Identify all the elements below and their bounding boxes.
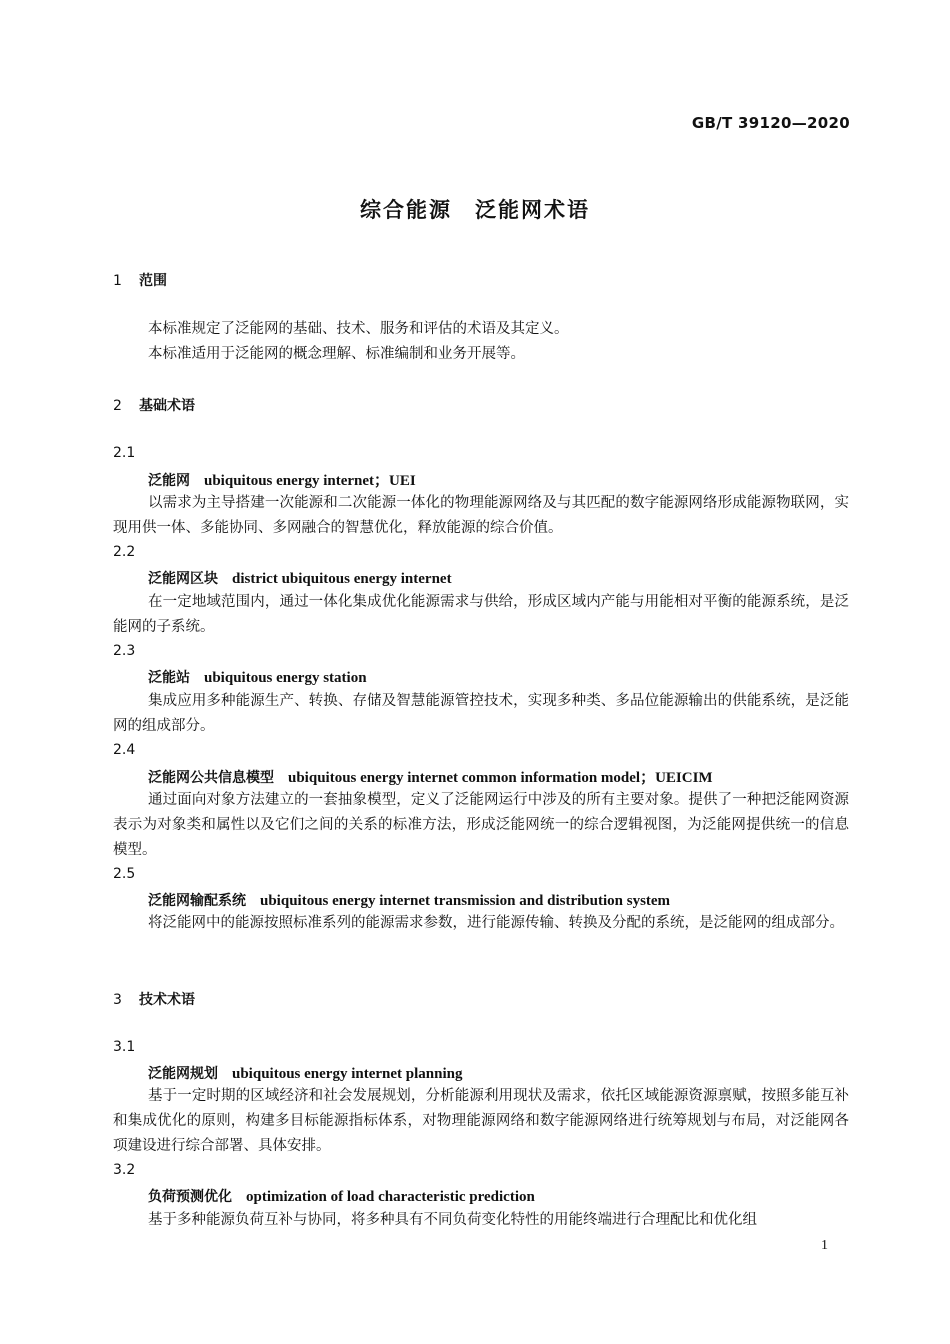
- term-definition: 将泛能网中的能源按照标准系列的能源需求参数，进行能源传输、转换及分配的系统，是泛能网的组成部分。: [148, 915, 844, 931]
- term-definition: 基于一定时期的区域经济和社会发展规划，分析能源利用现状及需求，依托区域能源资源禀赋，按照多能互补和集成优化的原则，构建多目标能源指标体系，对物理能源网络和数字能源网络进行统筹规划与布局，对泛能网各项建设进行综合部署、具体安排。: [113, 1088, 849, 1154]
- term-heading: [148, 890, 670, 910]
- section-number: 3: [113, 992, 122, 1008]
- section-title: 范围: [139, 273, 167, 289]
- clause-number: 2.3: [113, 643, 136, 659]
- term-zh: 负荷预测优化: [148, 1189, 232, 1205]
- clause-number: 3.2: [113, 1162, 136, 1178]
- term-en: ubiquitous energy station: [204, 670, 367, 686]
- section-number: 1: [113, 273, 122, 289]
- term-definition: 以需求为主导搭建一次能源和二次能源一体化的物理能源网络及与其匹配的数字能源网络形成能源物联网，实现用供一体、多能协同、多网融合的智慧优化，释放能源的综合价值。: [113, 495, 849, 536]
- term-zh: 泛能网区块: [148, 571, 218, 587]
- term-en: ubiquitous energy internet transmission and distribution system: [260, 893, 671, 909]
- clause-number: 2.1: [113, 445, 136, 461]
- paragraph: 本标准规定了泛能网的基础、技术、服务和评估的术语及其定义。: [148, 321, 569, 337]
- term-heading: [148, 1063, 462, 1083]
- term-zh: 泛能网公共信息模型: [148, 770, 274, 786]
- clause-number: 2.2: [113, 544, 136, 560]
- standard-code: GB/T 39120—2020: [691, 114, 850, 132]
- section-number: 2: [113, 398, 122, 414]
- section-heading: [113, 270, 167, 290]
- term-definition: 集成应用多种能源生产、转换、存储及智慧能源管控技术，实现多种类、多品位能源输出的供能系统，是泛能网的组成部分。: [113, 693, 849, 734]
- section-heading: [113, 395, 195, 415]
- term-definition: 基于多种能源负荷互补与协同，将多种具有不同负荷变化特性的用能终端进行合理配比和优化组: [148, 1212, 757, 1228]
- section-title: 基础术语: [139, 398, 195, 414]
- term-en: optimization of load characteristic prediction: [246, 1189, 535, 1205]
- term-en: ubiquitous energy internet；UEI: [204, 473, 416, 489]
- term-heading: [148, 667, 367, 687]
- term-zh: 泛能站: [148, 670, 190, 686]
- clause-number: 2.4: [113, 742, 136, 758]
- document-title: 综合能源 泛能网术语: [360, 198, 590, 222]
- term-heading: [148, 1186, 535, 1206]
- term-definition: 通过面向对象方法建立的一套抽象模型，定义了泛能网运行中涉及的所有主要对象。提供了一种把泛能网资源表示为对象类和属性以及它们之间的关系的标准方法，形成泛能网统一的综合逻辑视图，为泛能网提供统一的信息模型。: [113, 792, 849, 858]
- term-zh: 泛能网输配系统: [148, 893, 246, 909]
- clause-number: 3.1: [113, 1039, 136, 1055]
- term-heading: [148, 469, 416, 490]
- paragraph: 本标准适用于泛能网的概念理解、标准编制和业务开展等。: [148, 346, 525, 362]
- section-title: 技术术语: [139, 992, 195, 1008]
- term-heading: [148, 766, 713, 787]
- term-en: district ubiquitous energy internet: [232, 571, 452, 587]
- page-number: 1: [821, 1238, 828, 1253]
- term-zh: 泛能网规划: [148, 1066, 218, 1082]
- term-definition: 在一定地域范围内，通过一体化集成优化能源需求与供给，形成区域内产能与用能相对平衡的能源系统，是泛能网的子系统。: [113, 594, 849, 635]
- term-en: ubiquitous energy internet common information model；UEICIM: [288, 770, 713, 786]
- clause-number: 2.5: [113, 866, 136, 882]
- section-heading: [113, 989, 195, 1009]
- term-en: ubiquitous energy internet planning: [232, 1066, 463, 1082]
- term-zh: 泛能网: [148, 473, 190, 489]
- term-heading: [148, 568, 452, 588]
